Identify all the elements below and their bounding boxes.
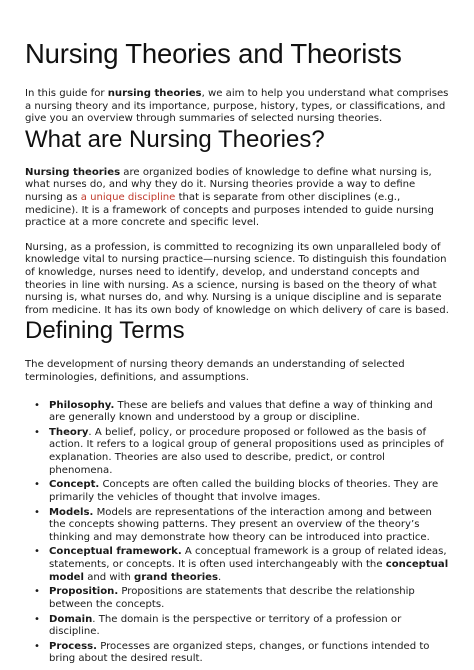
section-heading-what: What are Nursing Theories? — [25, 125, 325, 153]
page-title: Nursing Theories and Theorists — [25, 38, 402, 69]
term-name: Domain — [49, 613, 93, 625]
term-text: Concepts are often called the building blocks of theories. They are primarily the vehicles of thought that involve images. — [49, 479, 439, 503]
what-text-2: that is separate from other disciplines (e.g., medicine). It is a framework of concepts and purposes intended to guide nursing practice at a more concrete and specific level. — [25, 191, 434, 229]
terms-list — [25, 400, 449, 667]
term-text: Propositions are statements that describe the relationship between the concepts. — [49, 586, 415, 610]
section-heading-defining-terms: Defining Terms — [25, 317, 185, 345]
term-item-conceptual-framework — [25, 546, 449, 584]
bullet-icon: • — [34, 399, 40, 411]
term-text: . A belief, policy, or procedure proposed or followed as the basis of action. It refers to a logical group of general propositions used as principles of explanation. Theories are also used to describe, predict, or control phenomena. — [49, 426, 444, 476]
what-paragraph-2: Nursing, as a profession, is committed to recognizing its own unparalleled body of knowledge vital to nursing practice—nursing science. To distinguish this foundation of knowledge, nurses need to identify, develop, and understand concepts and theories in line with nursing. As a science, nursing is based on the theory of what nursing is, what nurses do, and why. Nursing is a unique discipline and is separate from medicine. It has its own body of knowledge on which delivery of care is based. — [25, 241, 449, 316]
bullet-icon: • — [34, 479, 40, 491]
intro-paragraph — [25, 88, 449, 126]
term-text-3: . — [218, 571, 222, 583]
term-item-concept — [25, 479, 449, 504]
intro-text-start: In this guide for — [25, 88, 108, 99]
term-item-philosophy — [25, 400, 449, 425]
term-bold-grand-theories: grand theories — [134, 571, 219, 583]
term-item-models — [25, 507, 449, 545]
term-text-2: and with — [83, 571, 135, 583]
bullet-icon: • — [34, 546, 40, 558]
term-name: Process. — [49, 640, 97, 652]
intro-bold-term: nursing theories — [107, 88, 202, 99]
term-text: These are beliefs and values that define a way of thinking and are generally known and understood by a group or discipline. — [49, 399, 433, 424]
intro-text-end: , we aim to help you understand what comprises a nursing theory and its importance, purpose, history, types, or classifications, and give you an overview through summaries of selected nursing theories. — [25, 88, 449, 125]
term-item-theory — [25, 427, 449, 477]
term-name: Models. — [49, 506, 94, 518]
term-text: Processes are organized steps, changes, or functions intended to bring about the desired result. — [49, 640, 430, 665]
bullet-icon: • — [34, 586, 40, 598]
term-name: Concept. — [49, 479, 100, 491]
bullet-icon: • — [34, 613, 40, 625]
what-paragraph-1 — [25, 167, 449, 230]
term-name: Philosophy. — [49, 399, 115, 411]
term-name: Theory — [49, 426, 89, 438]
bullet-icon: • — [34, 640, 40, 652]
what-bold-term: Nursing theories — [25, 166, 121, 178]
term-bold-conceptual-model: conceptual model — [49, 559, 449, 583]
term-text: . The domain is the perspective or territory of a profession or discipline. — [49, 613, 402, 638]
bullet-icon: • — [34, 506, 40, 518]
unique-discipline-link[interactable]: a unique discipline — [80, 191, 176, 203]
term-item-proposition — [25, 586, 449, 611]
term-item-process — [25, 641, 449, 666]
bullet-icon: • — [34, 426, 40, 438]
term-text: A conceptual framework is a group of related ideas, statements, or concepts. It is often used interchangeably with the — [49, 546, 447, 570]
term-name: Conceptual framework. — [49, 546, 182, 558]
term-name: Proposition. — [49, 586, 119, 598]
defining-intro-paragraph: The development of nursing theory demands an understanding of selected terminologies, definitions, and assumptions. — [25, 359, 405, 383]
what-text-1: are organized bodies of knowledge to define what nursing is, what nurses do, and why they do it. Nursing theories provide a way to define nursing as — [25, 166, 432, 203]
term-text: Models are representations of the interaction among and between the concepts showing patterns. They present an overview of the theory’s thinking and may demonstrate how theory can be introduced into practice. — [49, 506, 432, 543]
term-item-domain — [25, 614, 449, 639]
